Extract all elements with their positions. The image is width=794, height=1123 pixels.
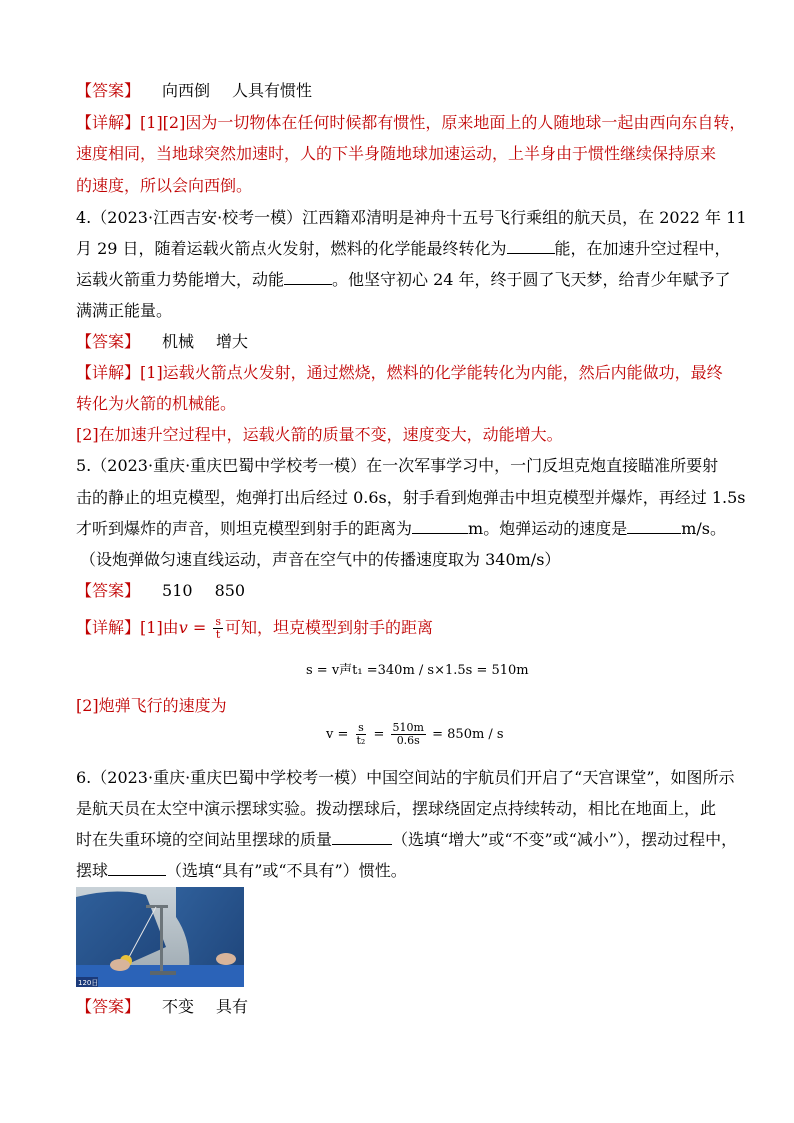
formula-rhs: = 850m / s — [432, 727, 504, 742]
q5-detail-line-1 — [76, 616, 433, 641]
question-text: 。他坚守初心 24 年，终于圆了飞天梦，给青少年赋予了 — [332, 270, 731, 289]
q5-question-line-2: 击的静止的坦克模型，炮弹打出后经过 0.6s，射手看到炮弹击中坦克模型并爆炸，再经过 1.5s — [76, 488, 746, 507]
detail-text: [1]由 — [140, 618, 179, 637]
q6-question-line-3 — [76, 830, 737, 850]
detail-text: 可知，坦克模型到射手的距离 — [224, 618, 433, 637]
q5-answer-line — [76, 581, 245, 601]
q4-question-line-1: 4.（2023·江西吉安·校考一模）江西籍邓清明是神舟十五号飞行乘组的航天员，在 2022 年 11 — [76, 208, 747, 227]
answer-blank[interactable] — [507, 239, 555, 254]
q3-detail-line-1 — [76, 113, 745, 133]
answer-blank[interactable] — [332, 830, 392, 845]
question-text: 时在失重环境的空间站里摆球的质量 — [76, 830, 333, 849]
formula-eq: = — [187, 618, 212, 637]
formula-var: v — [178, 618, 188, 637]
question-text: m。炮弹运动的速度是 — [468, 519, 628, 538]
q5-question-line-4: （设炮弹做匀速直线运动，声音在空气中的传播速度取为 340m/s） — [80, 550, 561, 569]
detail-text: [1][2]因为一切物体在任何时候都有惯性，原来地面上的人随地球一起由西向东自转， — [140, 113, 746, 132]
answer-1: 不变 — [162, 997, 195, 1016]
fraction-values — [391, 722, 426, 747]
answer-blank[interactable] — [412, 519, 468, 534]
answer-tag: 【答案】 — [76, 332, 141, 351]
fraction-numerator: s — [215, 615, 221, 628]
formula-lhs: v = — [326, 727, 349, 742]
answer-tag: 【答案】 — [76, 997, 141, 1016]
answer-blank[interactable] — [627, 519, 681, 534]
q6-question-line-4 — [76, 861, 407, 881]
q4-detail-line-1 — [76, 363, 723, 383]
q4-question-line-2 — [76, 239, 731, 259]
q4-detail-line-2: 转化为火箭的机械能。 — [76, 394, 237, 413]
formula-speed — [326, 722, 504, 747]
formula-distance: s = v声t₁ =340m / s×1.5s = 510m — [306, 663, 529, 678]
q4-question-line-4: 满满正能量。 — [76, 301, 173, 320]
question-text: 才听到爆炸的声音，则坦克模型到射手的距离为 — [76, 519, 413, 538]
question-text: 摆球 — [76, 861, 109, 880]
question-text: 月 29 日，随着运载火箭点火发射，燃料的化学能最终转化为 — [76, 239, 507, 258]
pendulum-experiment-photo — [76, 887, 244, 987]
q4-answer-line — [76, 332, 248, 352]
q3-answer-line — [76, 81, 312, 101]
fraction-denominator: 0.6s — [396, 734, 420, 747]
photo-illustration — [76, 887, 244, 987]
fraction-numerator: s — [358, 721, 364, 734]
q6-question-line-1: 6.（2023·重庆·重庆巴蜀中学校考一模）中国空间站的宇航员们开启了“天宫课堂”，如图所示 — [76, 768, 735, 787]
fraction-denominator: t₂ — [356, 734, 366, 747]
answer-1: 机械 — [162, 332, 195, 351]
q3-detail-line-3: 的速度，所以会向西倒。 — [76, 176, 253, 195]
formula-eq: = — [373, 727, 385, 742]
photo-caption: 120日 — [78, 979, 99, 987]
detail-tag: 【详解】 — [76, 618, 141, 637]
detail-text: [1]运载火箭点火发射，通过燃烧，燃料的化学能转化为内能，然后内能做功，最终 — [140, 363, 723, 382]
answer-blank[interactable] — [284, 270, 332, 285]
answer-2: 人具有惯性 — [232, 81, 313, 100]
detail-tag: 【详解】 — [76, 113, 141, 132]
q6-question-line-2: 是航天员在太空中演示摆球实验。拨动摆球后，摆球绕固定点持续转动，相比在地面上，此 — [76, 799, 717, 818]
q6-answer-line — [76, 997, 248, 1017]
answer-1: 510 — [162, 581, 193, 600]
question-text: （选填“增大”或“不变”或“减小”），摆动过程中， — [392, 830, 738, 849]
question-text: （选填“具有”或“不具有”）惯性。 — [166, 861, 407, 880]
detail-tag: 【详解】 — [76, 363, 141, 382]
q5-detail-line-2: [2]炮弹飞行的速度为 — [76, 696, 227, 715]
answer-2: 具有 — [216, 997, 249, 1016]
fraction-numerator: 510m — [392, 721, 424, 734]
q4-question-line-3 — [76, 270, 731, 290]
question-text: 能，在加速升空过程中， — [554, 239, 731, 258]
q5-question-line-3 — [76, 519, 726, 539]
q4-detail-line-3: [2]在加速升空过程中，运载火箭的质量不变，速度变大，动能增大。 — [76, 425, 563, 444]
answer-1: 向西倒 — [162, 81, 211, 100]
answer-tag: 【答案】 — [76, 581, 141, 600]
question-text: m/s。 — [681, 519, 726, 538]
answer-2: 增大 — [216, 332, 249, 351]
q5-question-line-1: 5.（2023·重庆·重庆巴蜀中学校考一模）在一次军事学习中，一门反坦克炮直接瞄准所要射 — [76, 456, 719, 475]
question-text: 运载火箭重力势能增大，动能 — [76, 270, 285, 289]
answer-2: 850 — [214, 581, 246, 600]
fraction-denominator: t — [215, 628, 221, 641]
answer-tag: 【答案】 — [76, 81, 141, 100]
answer-blank[interactable] — [108, 861, 166, 876]
fraction-s-over-t2 — [355, 722, 368, 747]
q3-detail-line-2: 速度相同，当地球突然加速时，人的下半身随地球加速运动，上半身由于惯性继续保持原来 — [76, 144, 717, 163]
inline-fraction — [213, 616, 223, 641]
